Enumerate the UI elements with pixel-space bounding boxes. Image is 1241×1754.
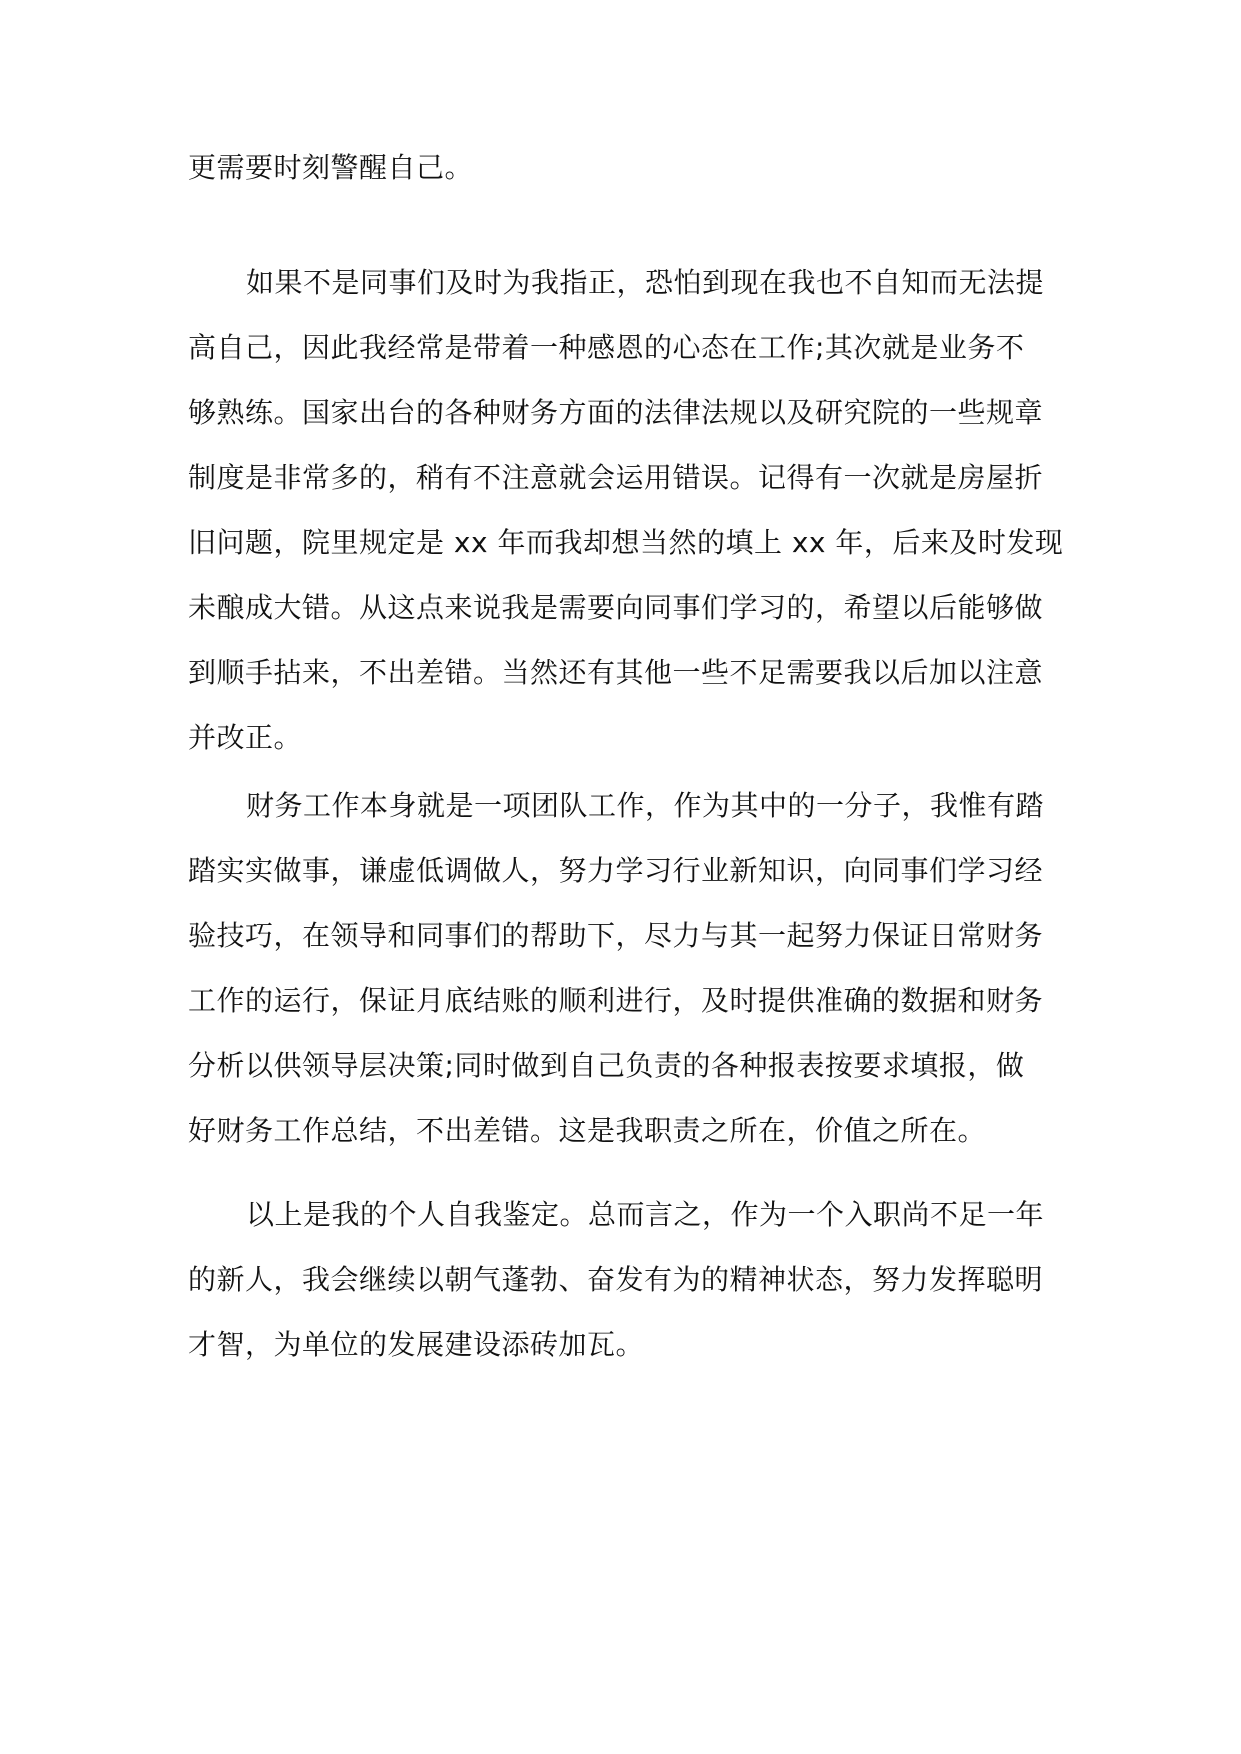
paragraph-line: 分析以供领导层决策;同时做到自己负责的各种报表按要求填报，做 — [188, 1049, 1025, 1082]
paragraph-3 — [188, 773, 1068, 1163]
paragraph-line: 以上是我的个人自我鉴定。总而言之，作为一个入职尚不足一年 — [246, 1198, 1045, 1231]
paragraph-line: 如果不是同事们及时为我指正，恐怕到现在我也不自知而无法提 — [246, 266, 1045, 299]
paragraph-line: 旧问题，院里规定是 xx 年而我却想当然的填上 xx 年，后来及时发现 — [188, 526, 1064, 559]
paragraph-line: 高自己，因此我经常是带着一种感恩的心态在工作;其次就是业务不 — [188, 331, 1025, 364]
paragraph-line: 才智，为单位的发展建设添砖加瓦。 — [188, 1328, 645, 1361]
paragraph-2 — [188, 250, 1068, 770]
paragraph-line: 好财务工作总结，不出差错。这是我职责之所在，价值之所在。 — [188, 1114, 987, 1147]
paragraph-4 — [188, 1182, 1068, 1377]
paragraph-line: 制度是非常多的，稍有不注意就会运用错误。记得有一次就是房屋折 — [188, 461, 1044, 494]
paragraph-line: 工作的运行，保证月底结账的顺利进行，及时提供准确的数据和财务 — [188, 984, 1044, 1017]
paragraph-line: 并改正。 — [188, 721, 303, 754]
paragraph-line: 的新人，我会继续以朝气蓬勃、奋发有为的精神状态，努力发挥聪明 — [188, 1263, 1044, 1296]
paragraph-line: 够熟练。国家出台的各种财务方面的法律法规以及研究院的一些规章 — [188, 396, 1044, 429]
paragraph-line: 更需要时刻警醒自己。 — [188, 151, 474, 184]
paragraph-line: 到顺手拈来，不出差错。当然还有其他一些不足需要我以后加以注意 — [188, 656, 1044, 689]
paragraph-line: 验技巧，在领导和同事们的帮助下，尽力与其一起努力保证日常财务 — [188, 919, 1044, 952]
paragraph-line: 未酿成大错。从这点来说我是需要向同事们学习的，希望以后能够做 — [188, 591, 1044, 624]
paragraph-line: 财务工作本身就是一项团队工作，作为其中的一分子，我惟有踏 — [246, 789, 1045, 822]
paragraph-line: 踏实实做事，谦虚低调做人，努力学习行业新知识，向同事们学习经 — [188, 854, 1044, 887]
paragraph-1 — [188, 135, 1068, 200]
